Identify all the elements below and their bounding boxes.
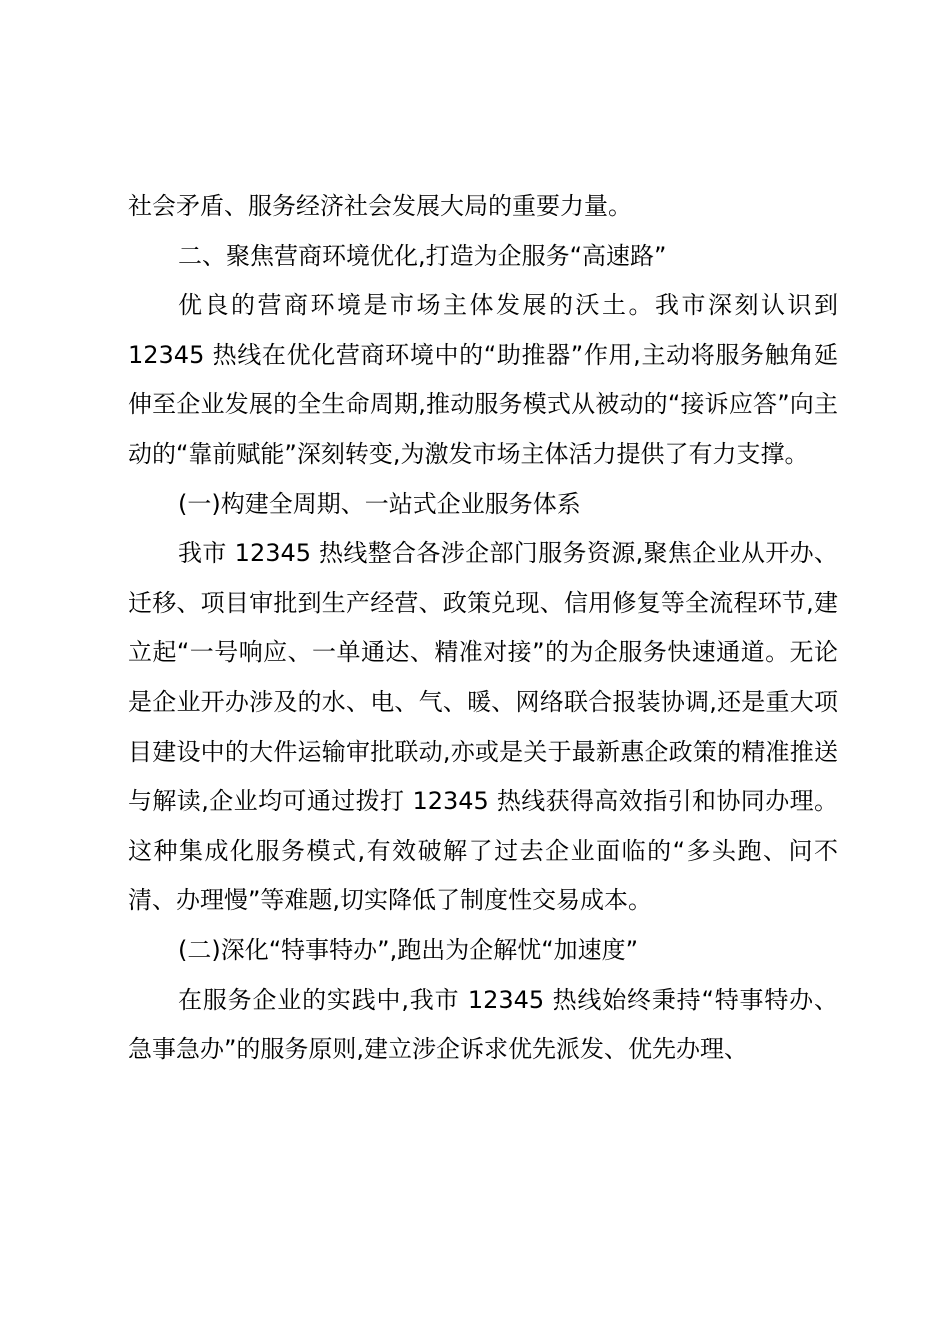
document-body xyxy=(128,182,838,1075)
paragraph-one-stop-service: 我市 12345 热线整合各涉企部门服务资源,聚焦企业从开办、迁移、项目审批到生产经营、政策兑现、信用修复等全流程环节,建立起“一号响应、一单通达、精准对接”的为企服务快速通道。无论是企业开办涉及的水、电、气、暖、网络联合报装协调,还是重大项目建设中的大件运输审批联动,亦或是关于最新惠企政策的精准推送与解读,企业均可通过拨打 12345 热线获得高效指引和协同办理。这种集成化服务模式,有效破解了过去企业面临的“多头跑、问不清、办理慢”等难题,切实降低了制度性交易成本。 xyxy=(128,539,838,915)
subsection-heading-1: (一)构建全周期、一站式企业服务体系 xyxy=(178,489,581,518)
section-heading-2: 二、聚焦营商环境优化,打造为企服务“高速路” xyxy=(178,241,667,270)
paragraph-business-environment: 优良的营商环境是市场主体发展的沃土。我市深刻认识到12345 热线在优化营商环境中的“助推器”作用,主动将服务触角延伸至企业发展的全生命周期,推动服务模式从被动的“接诉应答”向主动的“靠前赋能”深刻转变,为激发市场主体活力提供了有力支撑。 xyxy=(128,291,838,468)
paragraph-special-handling: 在服务企业的实践中,我市 12345 热线始终秉持“特事特办、急事急办”的服务原则,建立涉企诉求优先派发、优先办理、 xyxy=(128,985,838,1064)
paragraph-continuation: 社会矛盾、服务经济社会发展大局的重要力量。 xyxy=(128,192,632,220)
subsection-heading-2: (二)深化“特事特办”,跑出为企解忧“加速度” xyxy=(178,935,639,964)
